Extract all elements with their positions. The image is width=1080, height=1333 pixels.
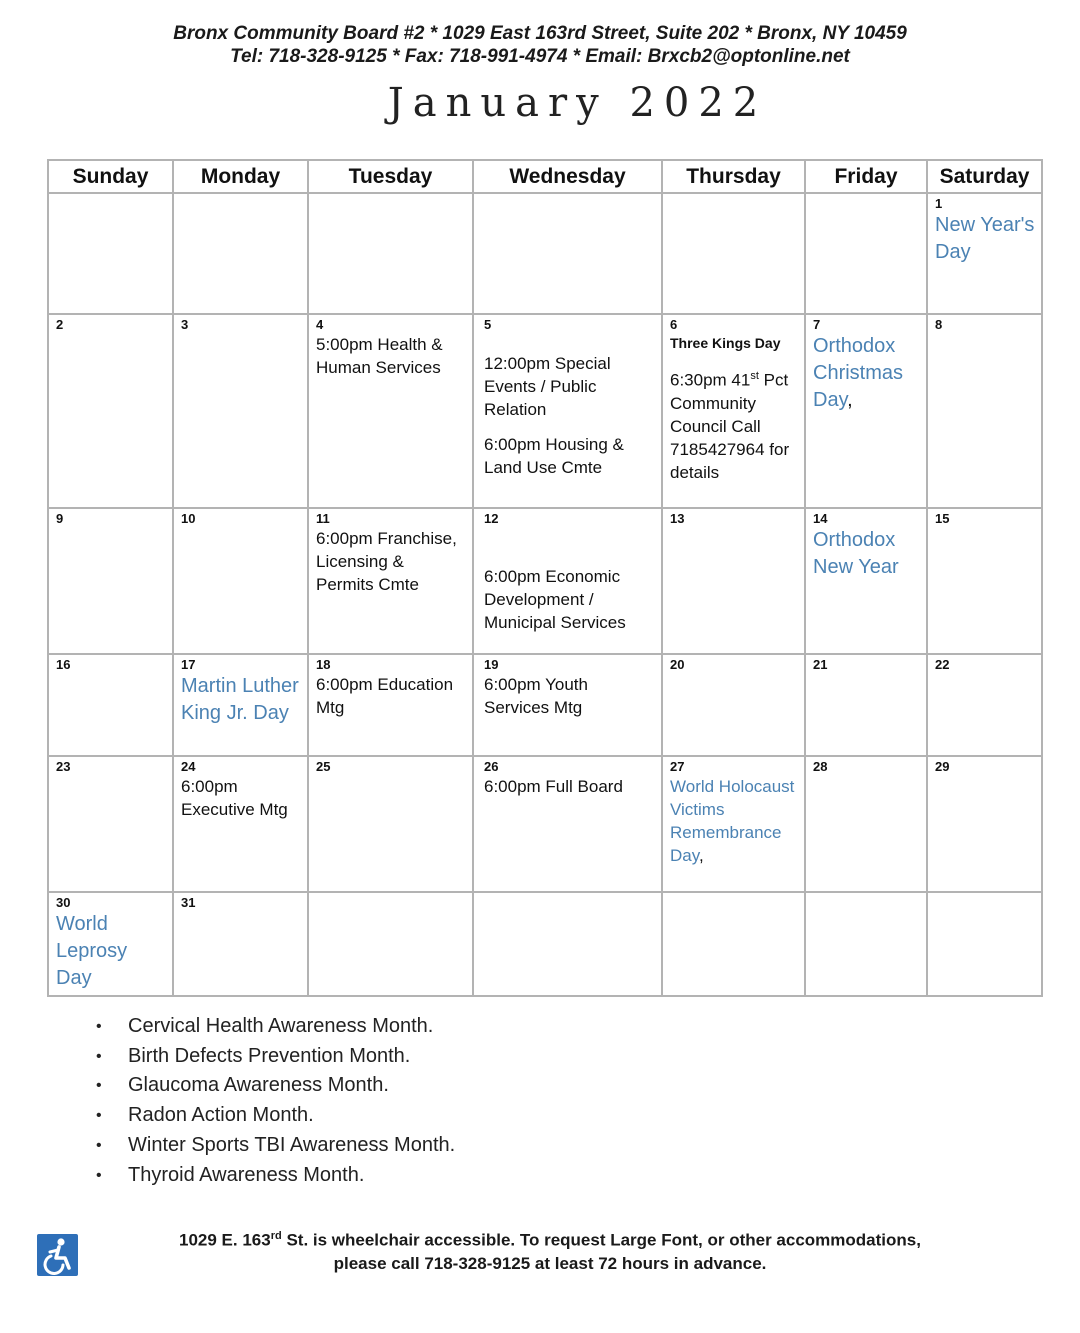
day-cell-29 xyxy=(927,756,1042,892)
holiday-label: Orthodox Christmas Day, xyxy=(813,335,904,411)
day-cell-2 xyxy=(48,314,173,508)
day-number: 6 xyxy=(670,317,678,332)
week-row xyxy=(48,654,1042,756)
observance-item: • Cervical Health Awareness Month. xyxy=(96,1012,455,1042)
day-number: 24 xyxy=(181,759,196,774)
day-number: 21 xyxy=(813,657,828,672)
observance-list xyxy=(96,1012,455,1190)
day-cell-14 xyxy=(805,508,927,654)
weekday-monday: Monday xyxy=(173,160,308,193)
empty-day-cell xyxy=(173,193,308,314)
weekday-friday: Friday xyxy=(805,160,927,193)
day-number: 31 xyxy=(181,895,196,910)
weekday-header-row xyxy=(48,160,1042,193)
day-number: 5 xyxy=(484,317,492,332)
day-number: 2 xyxy=(56,317,64,332)
day-cell-1 xyxy=(927,193,1042,314)
day-number: 30 xyxy=(56,895,71,910)
day-number: 8 xyxy=(935,317,943,332)
day-number: 27 xyxy=(670,759,685,774)
address-line: Bronx Community Board #2 * 1029 East 163rd Street, Suite 202 * Bronx, NY 10459 xyxy=(173,23,907,44)
day-cell-13 xyxy=(662,508,805,654)
day-cell-31 xyxy=(173,892,308,996)
day-cell-3 xyxy=(173,314,308,508)
contact-line: Tel: 718-328-9125 * Fax: 718-991-4974 * Email: Brxcb2@optonline.net xyxy=(230,46,850,67)
event-label: 6:00pm Youth Services Mtg xyxy=(484,675,588,717)
month-title: January 2022 xyxy=(387,80,768,126)
day-number: 10 xyxy=(181,511,196,526)
event-label: 6:00pm Executive Mtg xyxy=(181,777,288,819)
week-row xyxy=(48,892,1042,996)
day-cell-26 xyxy=(473,756,662,892)
day-cell-9 xyxy=(48,508,173,654)
day-cell-12 xyxy=(473,508,662,654)
empty-day-cell xyxy=(927,892,1042,996)
empty-day-cell xyxy=(473,892,662,996)
calendar-grid xyxy=(47,159,1043,997)
day-cell-17 xyxy=(173,654,308,756)
day-cell-6 xyxy=(662,314,805,508)
day-number: 20 xyxy=(670,657,685,672)
day-cell-18 xyxy=(308,654,473,756)
day-number: 13 xyxy=(670,511,685,526)
day-cell-15 xyxy=(927,508,1042,654)
day-number: 16 xyxy=(56,657,71,672)
event-label: 6:00pm Full Board xyxy=(484,777,623,796)
empty-day-cell xyxy=(308,193,473,314)
week-row xyxy=(48,756,1042,892)
weekday-thursday: Thursday xyxy=(662,160,805,193)
day-number: 17 xyxy=(181,657,196,672)
event-label: 6:00pm Franchise, Licensing & Permits Cmte xyxy=(316,529,457,594)
observance-item: • Winter Sports TBI Awareness Month. xyxy=(96,1131,455,1161)
day-cell-24 xyxy=(173,756,308,892)
day-number: 19 xyxy=(484,657,499,672)
day-cell-30 xyxy=(48,892,173,996)
day-cell-8 xyxy=(927,314,1042,508)
day-cell-11 xyxy=(308,508,473,654)
day-cell-19 xyxy=(473,654,662,756)
day-cell-21 xyxy=(805,654,927,756)
day-number: 4 xyxy=(316,317,324,332)
day-number: 18 xyxy=(316,657,331,672)
holiday-label: Orthodox New Year xyxy=(813,529,899,578)
weekday-wednesday: Wednesday xyxy=(473,160,662,193)
day-cell-5 xyxy=(473,314,662,508)
event-label: 6:00pm Housing & Land Use Cmte xyxy=(484,435,624,477)
empty-day-cell xyxy=(308,892,473,996)
day-cell-23 xyxy=(48,756,173,892)
event-label: 6:00pm Education Mtg xyxy=(316,675,454,717)
letterhead xyxy=(0,22,1080,68)
day-cell-16 xyxy=(48,654,173,756)
weekday-tuesday: Tuesday xyxy=(308,160,473,193)
empty-day-cell xyxy=(805,892,927,996)
day-number: 7 xyxy=(813,317,821,332)
empty-day-cell xyxy=(48,193,173,314)
day-number: 9 xyxy=(56,511,64,526)
week-row xyxy=(48,314,1042,508)
day-number: 22 xyxy=(935,657,950,672)
wheelchair-accessible-icon xyxy=(37,1234,78,1276)
accessibility-note xyxy=(120,1225,980,1275)
event-label: 6:30pm 41st Pct Community Council Call 7185427964 for details xyxy=(670,370,790,482)
day-number: 3 xyxy=(181,317,189,332)
day-cell-4 xyxy=(308,314,473,508)
day-number: 25 xyxy=(316,759,331,774)
observance-item: • Radon Action Month. xyxy=(96,1101,455,1131)
day-number: 23 xyxy=(56,759,71,774)
week-row xyxy=(48,193,1042,314)
day-cell-27 xyxy=(662,756,805,892)
holiday-label: World Holocaust Victims Remembrance Day, xyxy=(670,777,795,865)
week-row xyxy=(48,508,1042,654)
event-label: Three Kings Day xyxy=(670,335,781,351)
day-number: 28 xyxy=(813,759,828,774)
accessibility-line-2: please call 718-328-9125 at least 72 hours in advance. xyxy=(333,1253,767,1273)
day-number: 14 xyxy=(813,511,828,526)
holiday-label: New Year's Day xyxy=(935,214,1035,263)
day-cell-7 xyxy=(805,314,927,508)
day-number: 12 xyxy=(484,511,499,526)
day-cell-10 xyxy=(173,508,308,654)
event-label: 5:00pm Health & Human Services xyxy=(316,335,443,377)
event-label: 12:00pm Special Events / Public Relation xyxy=(484,354,611,419)
weekday-saturday: Saturday xyxy=(927,160,1042,193)
weekday-sunday: Sunday xyxy=(48,160,173,193)
day-cell-20 xyxy=(662,654,805,756)
day-number: 1 xyxy=(935,196,943,211)
day-number: 15 xyxy=(935,511,950,526)
observance-item: • Birth Defects Prevention Month. xyxy=(96,1042,455,1072)
day-cell-22 xyxy=(927,654,1042,756)
day-cell-25 xyxy=(308,756,473,892)
accessibility-line-1: 1029 E. 163rd St. is wheelchair accessible. To request Large Font, or other accommodations, xyxy=(179,1230,921,1250)
empty-day-cell xyxy=(805,193,927,314)
day-number: 11 xyxy=(316,511,330,526)
observance-item: • Glaucoma Awareness Month. xyxy=(96,1071,455,1101)
day-number: 29 xyxy=(935,759,950,774)
event-label: 6:00pm Economic Development / Municipal Services xyxy=(484,567,626,632)
day-cell-28 xyxy=(805,756,927,892)
holiday-label: Martin Luther King Jr. Day xyxy=(181,675,299,724)
empty-day-cell xyxy=(473,193,662,314)
empty-day-cell xyxy=(662,892,805,996)
day-number: 26 xyxy=(484,759,499,774)
observance-item: • Thyroid Awareness Month. xyxy=(96,1161,455,1191)
holiday-label: World Leprosy Day xyxy=(56,913,128,989)
empty-day-cell xyxy=(662,193,805,314)
